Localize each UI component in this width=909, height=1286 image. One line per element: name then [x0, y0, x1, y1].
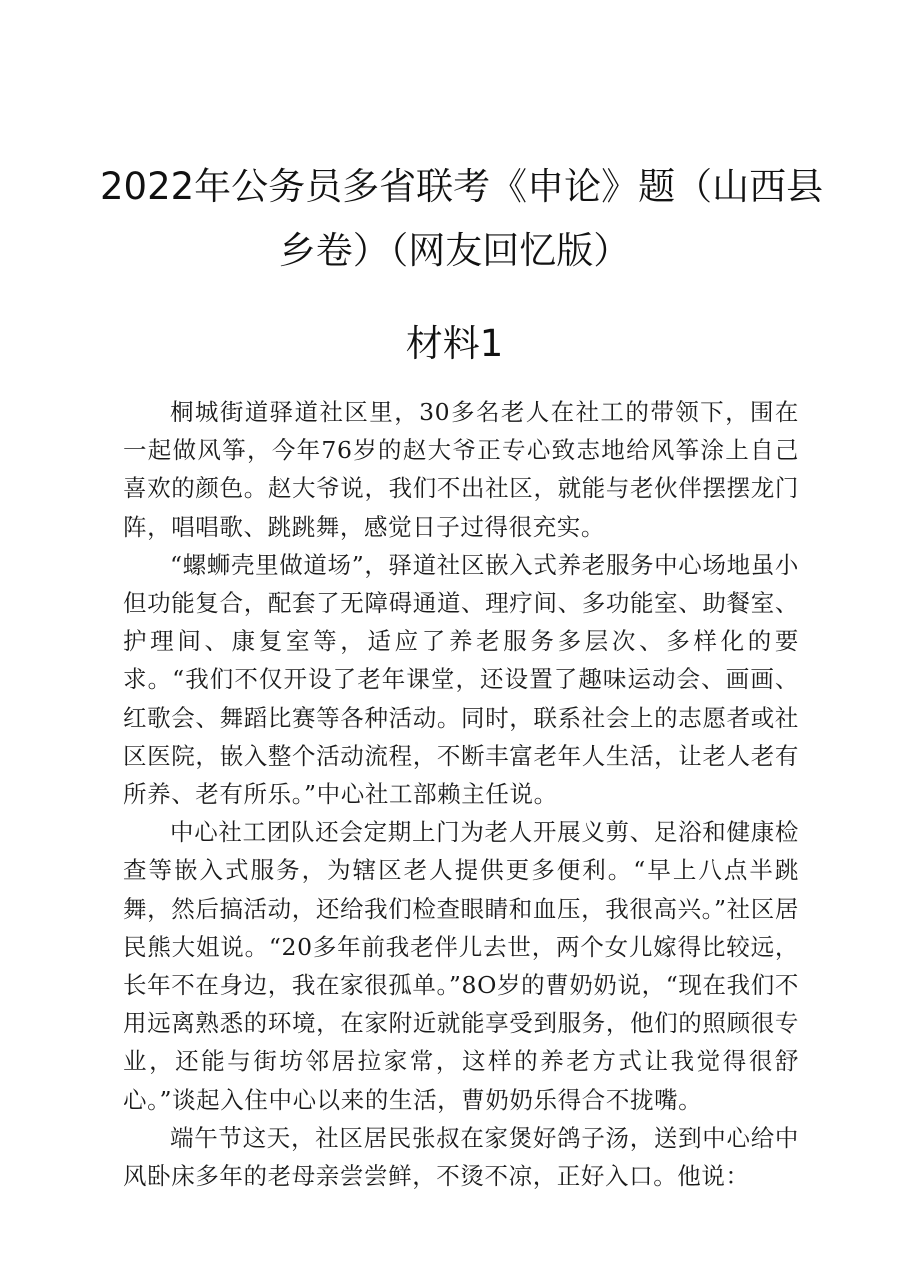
body-text	[123, 393, 799, 1195]
document-title-line-1: 2022年公务员多省联考《申论》题（山西县	[100, 165, 824, 208]
document-title-line-2: 乡卷）（网友回忆版）	[278, 229, 631, 272]
paragraph: 中心社工团队还会定期上门为老人开展义剪、足浴和健康检查等嵌入式服务，为辖区老人提供更多便利。“早上八点半跳舞，然后搞活动，还给我们检查眼睛和血压，我很高兴。”社区居民熊大姐说。“20多年前我老伴儿去世，两个女儿嫁得比较远，长年不在身边，我在家很孤单。”8O岁的曹奶奶说，“现在我们不用远离熟悉的环境，在家附近就能享受到服务，他们的照顾很专业，还能与街坊邻居拉家常，这样的养老方式让我觉得很舒心。”谈起入住中心以来的生活，曹奶奶乐得合不拢嘴。	[123, 818, 799, 1114]
paragraph: 端午节这天，社区居民张叔在家煲好鸽子汤，送到中心给中风卧床多年的老母亲尝尝鲜，不烫不凉，正好入口。他说：	[123, 1123, 799, 1191]
paragraph: “螺蛳壳里做道场”，驿道社区嵌入式养老服务中心场地虽小但功能复合，配套了无障碍通道、理疗间、多功能室、助餐室、护理间、康复室等，适应了养老服务多层次、多样化的要求。“我们不仅开设了老年课堂，还设置了趣味运动会、画画、红歌会、舞蹈比赛等各种活动。同时，联系社会上的志愿者或社区医院，嵌入整个活动流程，不断丰富老年人生活，让老人老有所养、老有所乐。”中心社工部赖主任说。	[123, 550, 799, 809]
paragraph: 桐城街道驿道社区里，30多名老人在社工的带领下，围在一起做风筝，今年76岁的赵大爷正专心致志地给风筝涂上自己喜欢的颜色。赵大爷说，我们不出社区，就能与老伙伴摆摆龙门阵，唱唱歌、跳跳舞，感觉日子过得很充实。	[123, 398, 799, 541]
section-heading: 材料1	[405, 322, 504, 365]
